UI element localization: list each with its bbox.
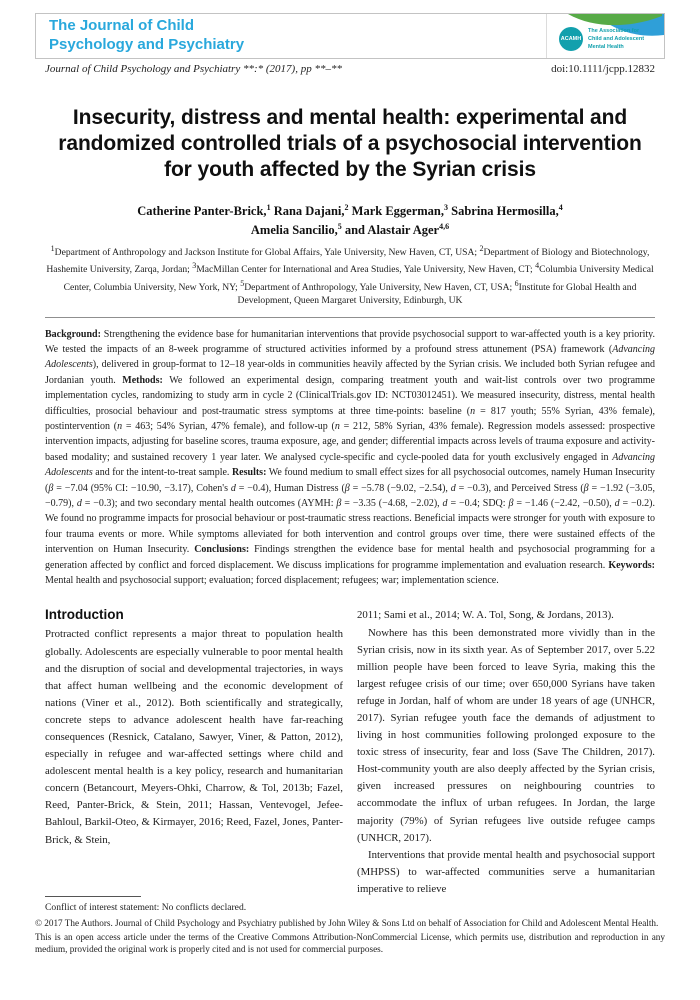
footer [35,918,665,955]
authors-line2: Amelia Sancilio,$^5$ and Alastair Ager$^{4,6}$ [250,222,450,238]
article-title: Insecurity, distress and mental health: experimental and randomized controlled trials of a psychosocial intervention for youth affected by the Syrian crisis [58,106,642,181]
footnote-divider [45,896,141,897]
intro-paragraph-left: Protracted conflict represents a major threat to population health globally. Adolescents are especially vulnerable to poor mental health and the disruption of social and developmental trajectories, in ways that affect human wellbeing and the economic development of nations (Viner et al., 2012). Both scientifically and strategically, concrete steps to advance adolescent health have far-reaching consequences (Resnick, Catalano, Sawyer, Viner, & Patton, 2012), especially in refugee and war-affected settings where child and adolescent mental health is a key policy, research and humanitarian concern (Betancourt, Meyers-Ohki, Charrow, & Tol, 2013b; Fazel, Reed, Panter-Brick, & Stein, 2011; Hassan, Ventevogel, Jefee-Bahloul, Barkil-Oteo, & Kirmayer, 2016; Reed, Fazel, Jones, Panter-Brick, & Stein, [45,628,343,846]
author-list [45,200,655,238]
abstract: Background: Strengthening the evidence base for humanitarian interventions that provide psychosocial support to war-affected youth is a key priority. We tested the impacts of an 8-week programme of structured activities informed by a profound stress attunement (PSA) framework (Advancing Adolescents), delivered in group-format to 12–18 year-olds in communities heavily affected by the Syrian crisis. We included both Syrian refugee and Jordanian youth. Methods: We followed an experimental design, comparing treatment youth and wait-list controls over two programme implementation cycles, randomizing to study arm in cycle 2 (ClinicalTrials.gov ID: NCT03012451). We measured insecurity, distress, mental health difficulties, prosocial behaviour and post-traumatic stress symptoms at three time-points: baseline (n = 817 youth; 55% Syrian, 43% female), postintervention (n = 463; 54% Syrian, 47% female), and follow-up (n = 212, 58% Syrian, 43% female). Regression models assessed: prospective intervention impacts, adjusting for baseline scores, trauma exposure, age, and gender; differential impacts across levels of trauma exposure and activity-based modality; and sustained recovery 1 year later. We analysed cycle-specific and cycle-pooled data for youth exclusively engaged in Advancing Adolescents and for the intent-to-treat sample. Results: We found medium to small effect sizes for all psychosocial outcomes, namely Human Insecurity (β = −7.04 (95% CI: −10.90, −3.17), Cohen's d = −0.4), Human Distress (β = −5.78 (−9.02, −2.54), d = −0.3), and Perceived Stress (β = −1.92 (−3.05, −0.79), d = −0.3); and two secondary mental health outcomes (AYMH: β = −3.35 (−4.68, −2.02), d = −0.4; SDQ: β = −1.46 (−2.42, −0.50), d = −0.2). We found no programme impacts for prosocial behaviour or post-traumatic stress reactions. Beneficial impacts were stronger for youth with exposure to four trauma events or more. While symptoms alleviated for both intervention and control groups over time, there were sustained effects of the intervention on Human Insecurity. Conclusions: Findings strengthen the evidence base for mental health and psychosocial programming for a generation affected by conflict and forced displacement. We discuss implications for programme implementation and evaluation research. Keywords: Mental health and psychosocial support; evaluation; forced displacement; refugees; war; implementation science. [45,328,656,586]
acamh-logo-text: The Association for Child and Adolescent Mental Health [588,27,645,51]
body-columns [45,607,655,913]
intro-paragraph-syrian-crisis: Nowhere has this been demonstrated more vividly than in the Syrian crisis, now in its sixth year. As of September 2017, over 5.22 million people have been forced to leave Syria, making this the largest refugee crisis of our time; over 650,000 Syrians have taken refuge in Jordan, half of whom are under 18 years of age (UNHCR, 2017). Syrian refugee youth face the demands of adjustment to living in host communities following prolonged exposure to the toxic stress of insecurity, fear and loss (Save The Children, 2017). Host-community youth are also deeply affected by the Syrian crisis, given increased pressures on neighbouring countries to accommodate the influx of urban refugees. In Jordan, the large majority (79%) of Syrian refugees live outside refugee camps (UNHCR, 2017). [357,626,655,844]
left-column [45,607,343,913]
journal-name-line2: Psychology and Psychiatry [49,36,245,53]
section-heading-introduction: Introduction [45,607,124,623]
affiliations: $^1$Department of Anthropology and Jackson Institute for Global Affairs, Yale University, New Haven, CT, USA; $^2$Department of Biology and Biotechnology, Hashemite University, Zarqa, Jordan; $^3$MacMillan Center for International and Area Studies, Yale University, New Haven, CT; $^4$Columbia University Medical Center, Columbia University, New York, NY; $^5$Department of Anthropology, Yale University, New Haven, CT, USA; $^6$Institute for Global Health and Development, Queen Margaret University, Edinburgh, UK [46,244,654,306]
doi-text: doi:10.1111/jcpp.12832 [551,63,655,75]
license-line: This is an open access article under the terms of the Creative Commons Attribution-NonCommercial License, which permits use, distribution and reproduction in any medium, provided the original work is properly cited and is not used for commercial purposes. [35,932,665,954]
intro-paragraph-interventions: Interventions that provide mental health and psychosocial support (MHPSS) to war-affected communities serve a humanitarian imperative to relieve [357,848,655,895]
journal-header [35,13,665,59]
authors-line1: Catherine Panter-Brick,$^1$ Rana Dajani,$^2$ Mark Eggerman,$^3$ Sabrina Hermosilla,$^4$ [137,203,563,219]
journal-citation: Journal of Child Psychology and Psychiatry **:* (2017), pp **–** [45,63,342,75]
acamh-logo-circle: ACAMH [559,27,583,51]
footnote [45,888,343,913]
citation-row [45,63,655,75]
right-column [357,607,655,913]
intro-paragraph-continuation: 2011; Sami et al., 2014; W. A. Tol, Song, & Jordans, 2013). [357,609,614,622]
copyright-line: © 2017 The Authors. Journal of Child Psychology and Psychiatry published by John Wiley & Sons Ltd on behalf of Association for Child and Adolescent Mental Health. [35,918,659,929]
conflict-of-interest-statement: Conflict of interest statement: No conflicts declared. [45,902,247,914]
journal-name-line1: The Journal of Child [49,17,194,35]
acamh-logo [546,14,656,58]
journal-name [49,17,244,55]
abstract-divider [45,317,655,318]
